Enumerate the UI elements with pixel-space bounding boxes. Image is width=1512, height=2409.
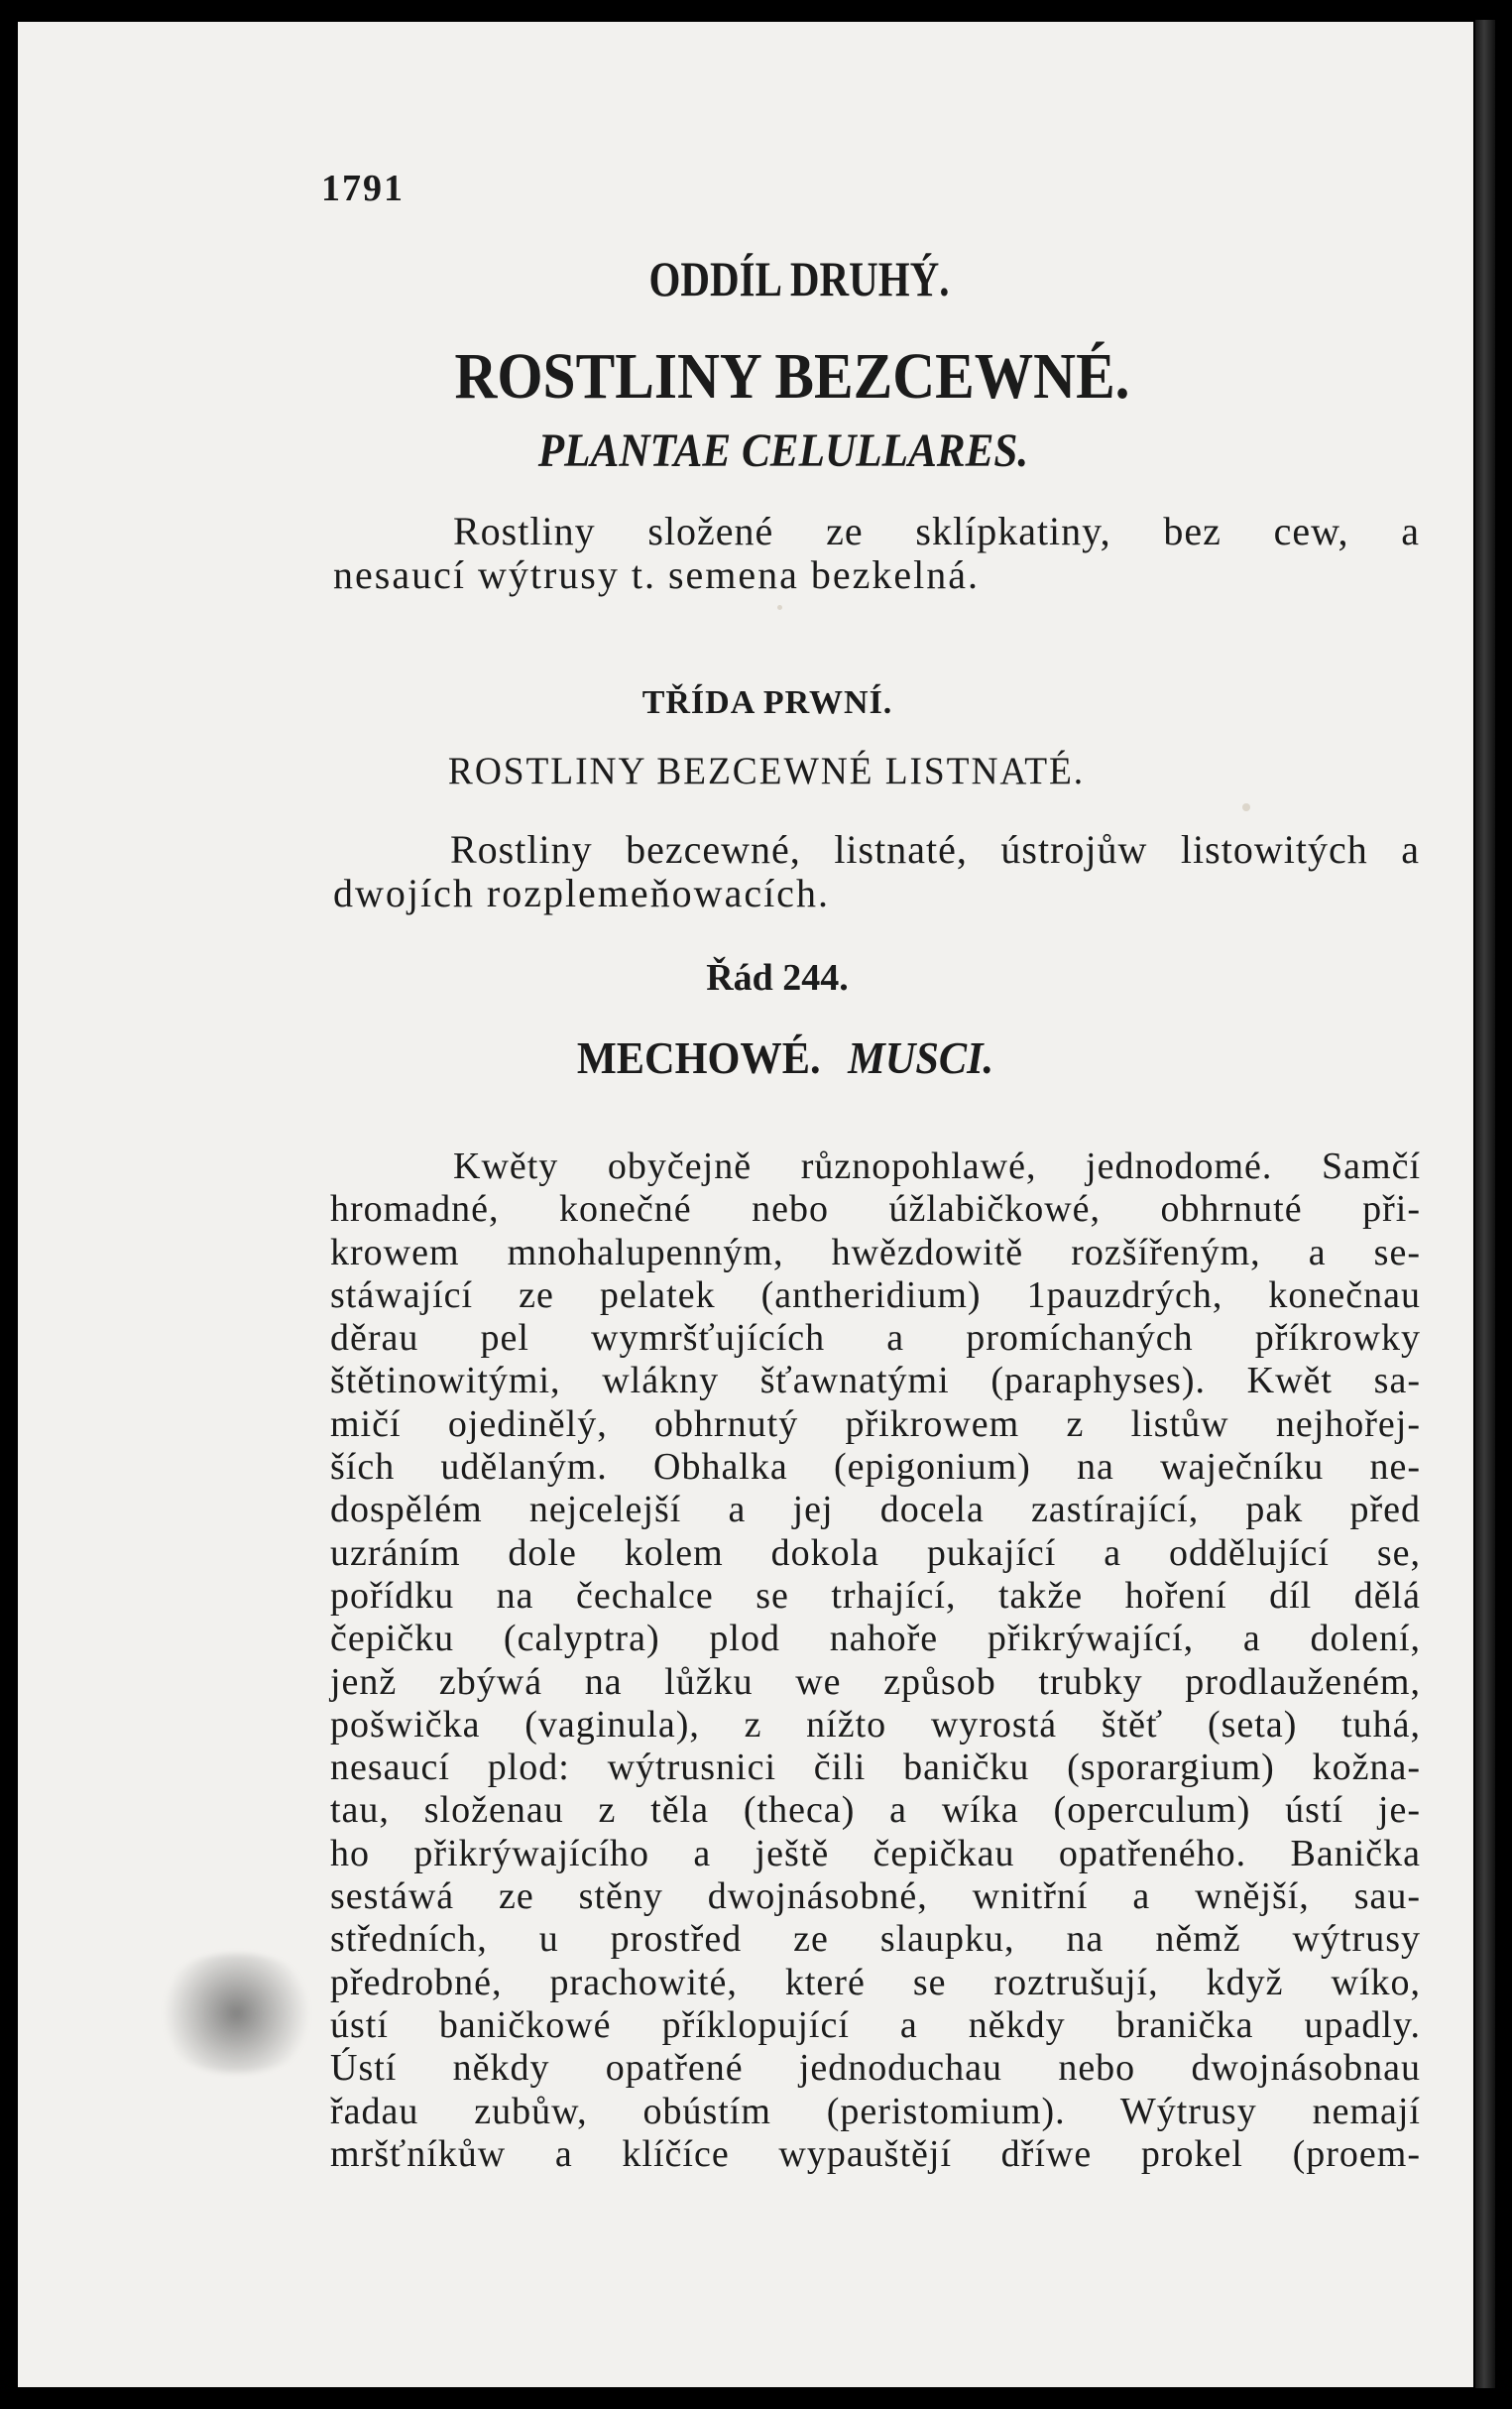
body-line: ústí baničkowé příklopující a někdy branička upadly. [330,2003,1421,2046]
body-line: ho přikrýwajícího a ještě čepičkau opatřeného. Banička [330,1832,1421,1874]
body-line: čepičku (calyptra) plod nahoře přikrýwající, a dolení, [330,1618,1421,1660]
family-heading [153,1031,1419,1084]
latin-title: PLANTAE CELULLARES. [537,424,1029,477]
class-description-line: Rostliny bezcewné, listnaté, ústrojůw listowitých a [450,827,1420,872]
body-line: Kwěty obyčejně různopohlawé, jednodomé. Samčí [453,1145,1421,1187]
class-description [333,828,1420,915]
class-title: TŘÍDA PRWNÍ. [641,684,893,721]
body-line: stáwající ze pelatek (antheridium) 1pauzdrých, konečnau [330,1273,1421,1316]
body-line: krowem mnohalupenným, hwězdowitě rozšířeným, a se- [330,1231,1421,1273]
body-line: středních, u prostřed ze slaupku, na němž wýtrusy [330,1918,1421,1961]
body-line: dospělém nejcelejší a jej docela zastírající, pak před [330,1489,1421,1531]
body-line: mršťníkůw a klíčíce wypauštějí dříwe prokel (proem- [330,2132,1421,2175]
body-line: děrau pel wymršťujících a promíchaných příkrowky [330,1317,1421,1360]
body-line: sestáwá ze stěny dwojnásobné, wnitřní a wnější, sau- [330,1875,1421,1918]
class-name: ROSTLINY BEZCEWNÉ LISTNATÉ. [447,750,1086,792]
class-description-line: dwojích rozplemeňowacích. [333,871,830,915]
definition-paragraph [333,510,1420,597]
body-line: pořídku na čechalce se trhající, takže hoření díl dělá [330,1574,1421,1617]
body-line: nesaucí plod: wýtrusnici čili baničku (sporargium) kožna- [330,1747,1421,1789]
definition-line: Rostliny složené ze sklípkatiny, bez cew, a [453,509,1420,553]
body-line: štětinowitými, wlákny šťawnatými (paraphyses). Kwět sa- [330,1360,1421,1402]
body-line: ších udělaným. Obhalka (epigonium) na waječníku ne- [330,1446,1421,1489]
body-line: předrobné, prachowité, které se roztrušují, když wíko, [330,1961,1421,2003]
paper-speck [1242,803,1250,811]
ink-smudge [155,1954,318,2073]
body-line: mičí ojedinělý, obhrnutý přikrowem z listůw nejhořej- [330,1402,1421,1445]
body-line: Ústí někdy opatřené jednoduchau nebo dwojnásobnau [330,2047,1421,2090]
paper-speck [777,605,782,610]
section-title: ODDÍL DRUHÝ. [648,251,950,306]
body-line: uzráním dole kolem dokola pukající a oddělující se, [330,1531,1421,1574]
definition-line: nesaucí wýtrusy t. semena bezkelná. [333,552,981,597]
body-line: hromadné, konečné nebo úžlabičkowé, obhrnuté při- [330,1188,1421,1231]
body-paragraph [330,1145,1421,2176]
body-line: pošwička (vaginula), z nížto wyrostá štěť (seta) tuhá, [330,1703,1421,1746]
page-number: 1791 [321,168,405,209]
body-line: jenž zbýwá na lůžku we způsob trubky prodlauženém, [330,1660,1421,1703]
main-title: ROSTLINY BEZCEWNÉ. [454,340,1130,413]
family-name-czech: MECHOWÉ. [576,1032,821,1083]
body-line: řadau zubůw, obústím (peristomium). Wýtrusy nemají [330,2090,1421,2132]
document-page [18,22,1473,2387]
order-heading: Řád 244. [706,957,849,999]
page-edge-shadow [1475,20,1495,2388]
body-line: tau, složenau z těla (theca) a wíka (operculum) ústí je- [330,1789,1421,1832]
family-name-latin: MUSCI. [848,1032,994,1083]
